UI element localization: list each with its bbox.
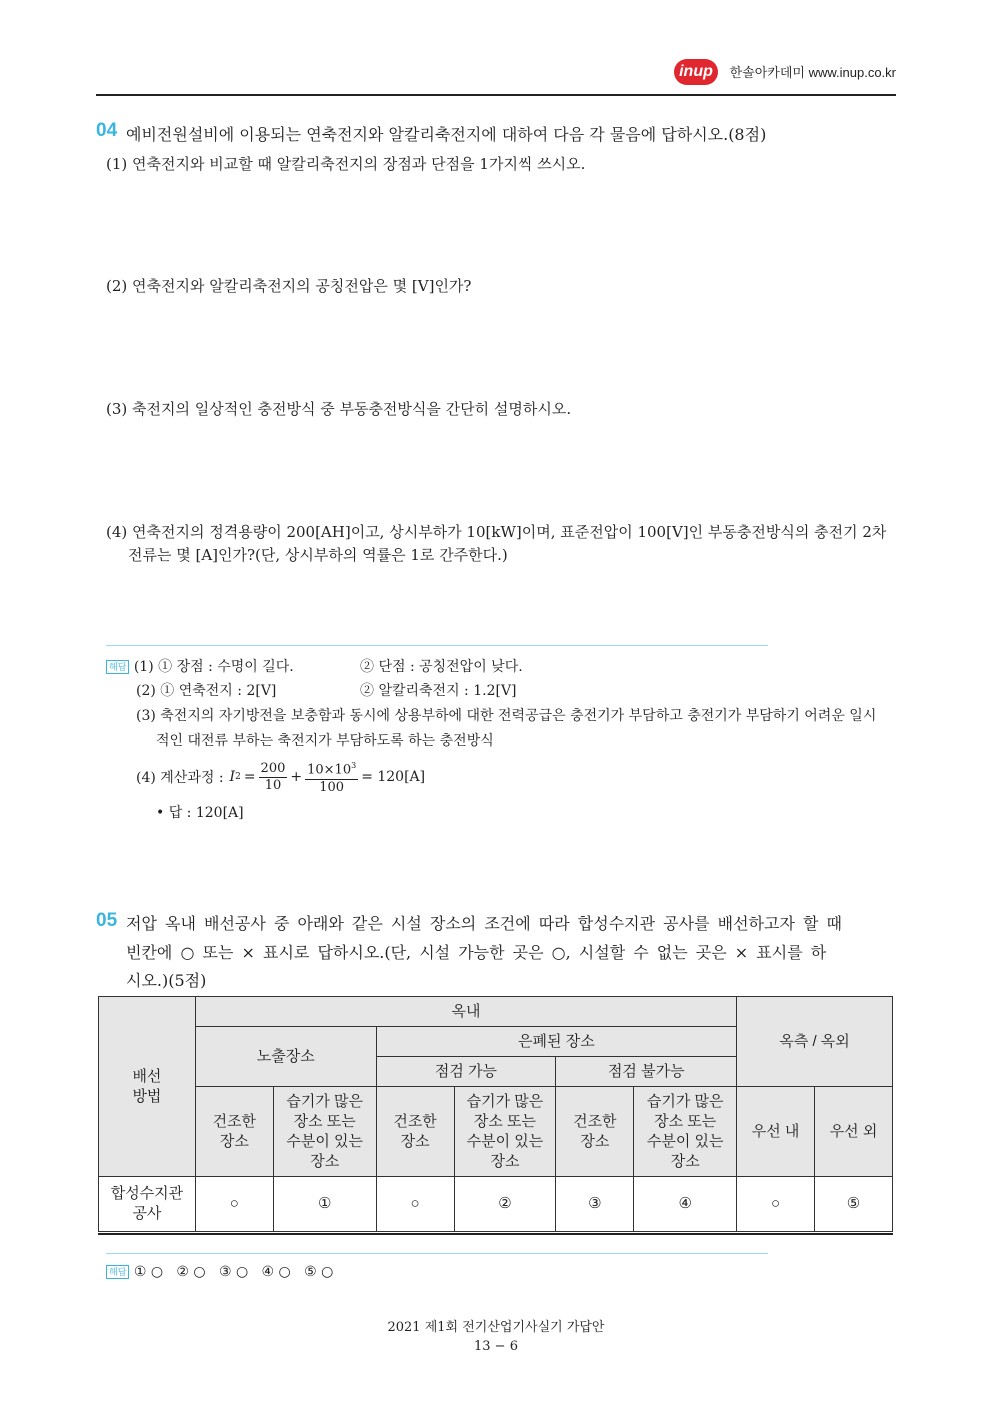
question-04-stem: 예비전원설비에 이용되는 연축전지와 알칼리축전지에 대하여 다음 각 물음에 답하시오.(8점) xyxy=(126,125,767,144)
header-wet-1: 습기가 많은 장소 또는 수분이 있는 장소 xyxy=(273,1087,376,1177)
question-05-stem-line2: 빈칸에 ○ 또는 × 표시로 답하시오.(단, 시설 가능한 곳은 ○, 시설할 수 없는 곳은 × 표시를 하 xyxy=(126,943,827,962)
calc-result: = 120[A] xyxy=(361,769,426,785)
table-cell: ① xyxy=(273,1177,376,1232)
calc-variable: I xyxy=(229,769,236,785)
table-cell: ③ xyxy=(556,1177,634,1232)
header-exposed: 노출장소 xyxy=(195,1027,376,1087)
answer-04-a1-left: (1) ① 장점 : 수명이 길다. xyxy=(133,659,294,675)
fraction-2-denominator: 100 xyxy=(319,779,345,795)
fraction-1-denominator: 10 xyxy=(264,777,282,793)
table-cell: ○ xyxy=(376,1177,454,1232)
header-rule xyxy=(96,94,896,96)
answer-tag: 해답 xyxy=(106,1265,129,1279)
question-04-sub2: (2) 연축전지와 알칼리축전지의 공칭전압은 몇 [V]인가? xyxy=(106,277,472,295)
table-cell: ④ xyxy=(634,1177,737,1232)
calc-equals: = xyxy=(243,769,256,785)
question-05-stem-line1: 저압 옥내 배선공사 중 아래와 같은 시설 장소의 조건에 따라 합성수지관 공사를 배선하고자 할 때 xyxy=(126,914,842,933)
answer-separator-04 xyxy=(106,645,768,646)
footer-page-number: 13 − 6 xyxy=(474,1339,518,1354)
question-04-sub1: (1) 연축전지와 비교할 때 알칼리축전지의 장점과 단점을 1가지씩 쓰시오. xyxy=(106,155,586,173)
answer-04-row1-left xyxy=(106,656,294,676)
header-dry-1: 건조한 장소 xyxy=(195,1087,273,1177)
header-inspectable: 점검 가능 xyxy=(376,1057,556,1087)
fraction-2-numerator xyxy=(305,758,358,779)
header-wet-2: 습기가 많은 장소 또는 수분이 있는 장소 xyxy=(454,1087,556,1177)
question-04-sub4-line2: 전류는 몇 [A]인가?(단, 상시부하의 역률은 1로 간주한다.) xyxy=(128,546,508,564)
calc-label: (4) 계산과정 : xyxy=(136,770,224,786)
question-04-sub3: (3) 축전지의 일상적인 충전방식 중 부동충전방식을 간단히 설명하시오. xyxy=(106,400,572,418)
header-rain-out: 우선 외 xyxy=(815,1087,893,1177)
footer-title: 2021 제1회 전기산업기사실기 가답안 xyxy=(387,1320,605,1335)
header-wiring-method: 배선 방법 xyxy=(99,997,196,1177)
inup-logo: inup xyxy=(674,59,718,85)
wiring-table xyxy=(98,996,893,1232)
header-wet-3: 습기가 많은 장소 또는 수분이 있는 장소 xyxy=(634,1087,737,1177)
answer-04-a1-right: ② 단점 : 공칭전압이 낮다. xyxy=(360,659,523,675)
calc-subscript: 2 xyxy=(235,772,241,782)
answer-04-a2-left: (2) ① 연축전지 : 2[V] xyxy=(136,683,277,699)
answer-separator-05 xyxy=(106,1253,768,1254)
header-dry-3: 건조한 장소 xyxy=(556,1087,634,1177)
fraction-1 xyxy=(259,761,288,794)
fraction-1-numerator: 200 xyxy=(260,760,286,776)
header-not-inspectable: 점검 불가능 xyxy=(556,1057,737,1087)
header-rain-in: 우선 내 xyxy=(737,1087,815,1177)
header-indoor: 옥내 xyxy=(195,997,736,1027)
answer-04-a3-line1: (3) 축전지의 자기방전을 보충함과 동시에 상용부하에 대한 전력공급은 충전기가 부담하고 충전기가 부담하기 어려운 일시 xyxy=(136,708,877,724)
table-bottom-rule xyxy=(98,1233,893,1235)
table-cell: ② xyxy=(454,1177,556,1232)
fraction-2-num-base: 10×10 xyxy=(307,762,352,778)
fraction-2 xyxy=(305,758,358,795)
calc-plus: + xyxy=(290,769,303,785)
brand-text: 한솔아카데미 www.inup.co.kr xyxy=(729,65,896,80)
answer-04-calculation xyxy=(136,757,425,797)
answer-05 xyxy=(106,1264,333,1280)
table-cell: ○ xyxy=(737,1177,815,1232)
answer-05-text: ① ○ ② ○ ③ ○ ④ ○ ⑤ ○ xyxy=(133,1264,334,1280)
question-number-04: 04 xyxy=(96,120,118,141)
answer-04-a3-line2: 적인 대전류 부하는 축전지가 부담하도록 하는 충전방식 xyxy=(156,733,494,749)
header-outdoor: 옥측 / 옥외 xyxy=(737,997,893,1087)
table-cell: ○ xyxy=(195,1177,273,1232)
question-04-sub4-line1: (4) 연축전지의 정격용량이 200[AH]이고, 상시부하가 10[kW]이며, 표준전압이 100[V]인 부동충전방식의 충전기 2차 xyxy=(106,523,887,541)
question-05-stem-line3: 시오.)(5점) xyxy=(126,971,207,990)
question-number-05: 05 xyxy=(96,910,118,931)
table-cell: ⑤ xyxy=(815,1177,893,1232)
answer-04-final: • 답 : 120[A] xyxy=(156,805,244,821)
row-label-synthetic-resin: 합성수지관 공사 xyxy=(99,1177,196,1232)
fraction-2-exponent: 3 xyxy=(351,761,357,771)
header-concealed: 은폐된 장소 xyxy=(376,1027,737,1057)
header-dry-2: 건조한 장소 xyxy=(376,1087,454,1177)
answer-04-a2-right: ② 알칼리축전지 : 1.2[V] xyxy=(360,683,517,699)
answer-tag: 해답 xyxy=(106,660,129,674)
page-header xyxy=(96,56,896,94)
